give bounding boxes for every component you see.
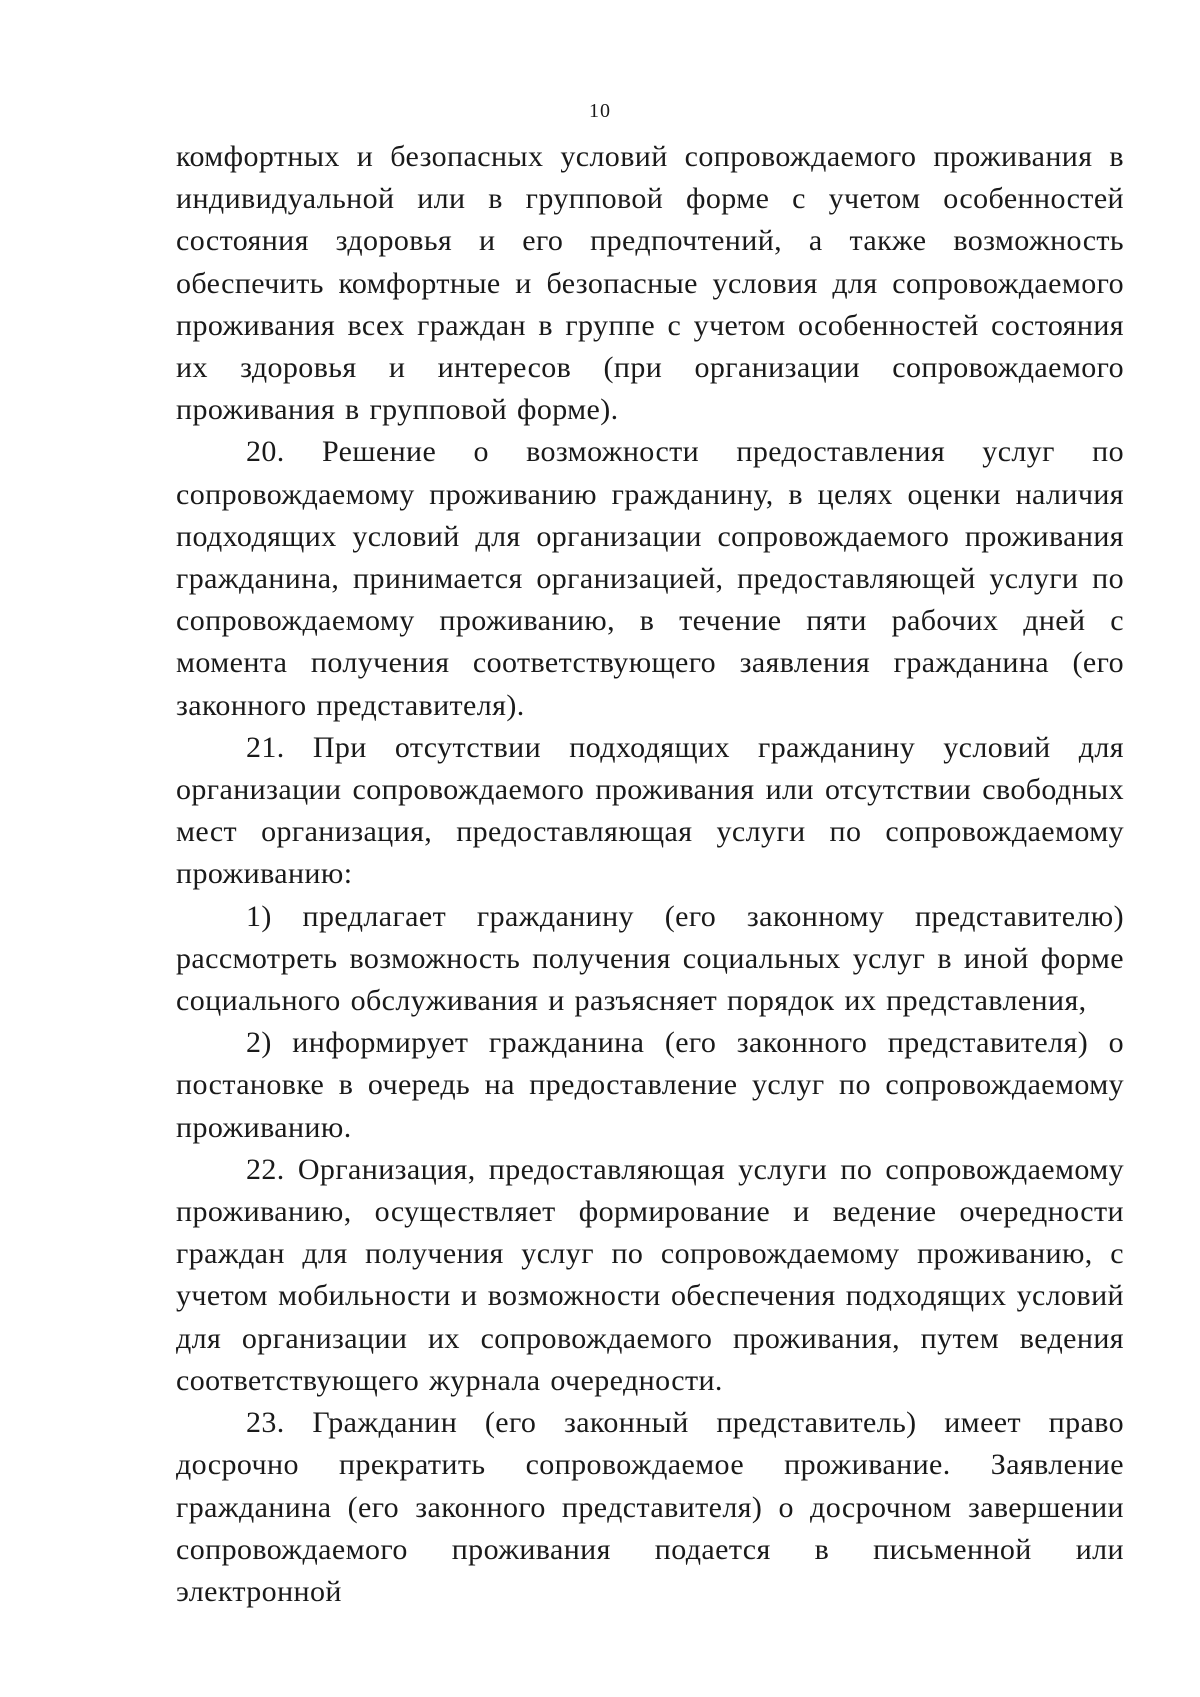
paragraph-22: 22. Организация, предоставляющая услуги по сопровождаемому проживанию, осуществляет формирование и ведение очередности граждан для получения услуг по сопровождаемому проживанию, с учетом мобильности и возможности обеспечения подходящих условий для организации их сопровождаемого проживания, путем ведения соответствующего журнала очередности. [176,1152,1124,1397]
paragraph-continuation: комфортных и безопасных условий сопровождаемого проживания в индивидуальной или в групповой форме с учетом особенностей состояния здоровья и его предпочтений, а также возможность обеспечить комфортные и безопасные условия для сопровождаемого проживания всех граждан в группе с учетом особенностей состояния их здоровья и интересов (при организации сопровождаемого проживания в групповой форме). [176,140,1124,427]
document-body [176,136,1124,1613]
page-number: 10 [589,100,611,122]
paragraph-21: 21. При отсутствии подходящих гражданину условий для организации сопровождаемого проживания или отсутствии свободных мест организация, предоставляющая услуги по сопровождаемому проживанию: [176,730,1124,891]
paragraph-21-item-2: 2) информирует гражданина (его законного представителя) о постановке в очередь на предоставление услуг по сопровождаемому проживанию. [176,1026,1124,1144]
paragraph-21-item-1: 1) предлагает гражданину (его законному представителю) рассмотреть возможность получения социальных услуг в иной форме социального обслуживания и разъясняет порядок их представления, [176,899,1124,1018]
paragraph-20: 20. Решение о возможности предоставления услуг по сопровождаемому проживанию гражданину, в целях оценки наличия подходящих условий для организации сопровождаемого проживания гражданина, принимается организацией, предоставляющей услуги по сопровождаемому проживанию, в течение пяти рабочих дней с момента получения соответствующего заявления гражданина (его законного представителя). [176,435,1124,722]
paragraph-23: 23. Гражданин (его законный представитель) имеет право досрочно прекратить сопровождаемое проживание. Заявление гражданина (его законного представителя) о досрочном завершении сопровождаемого проживания подается в письменной или электронной [176,1406,1124,1608]
